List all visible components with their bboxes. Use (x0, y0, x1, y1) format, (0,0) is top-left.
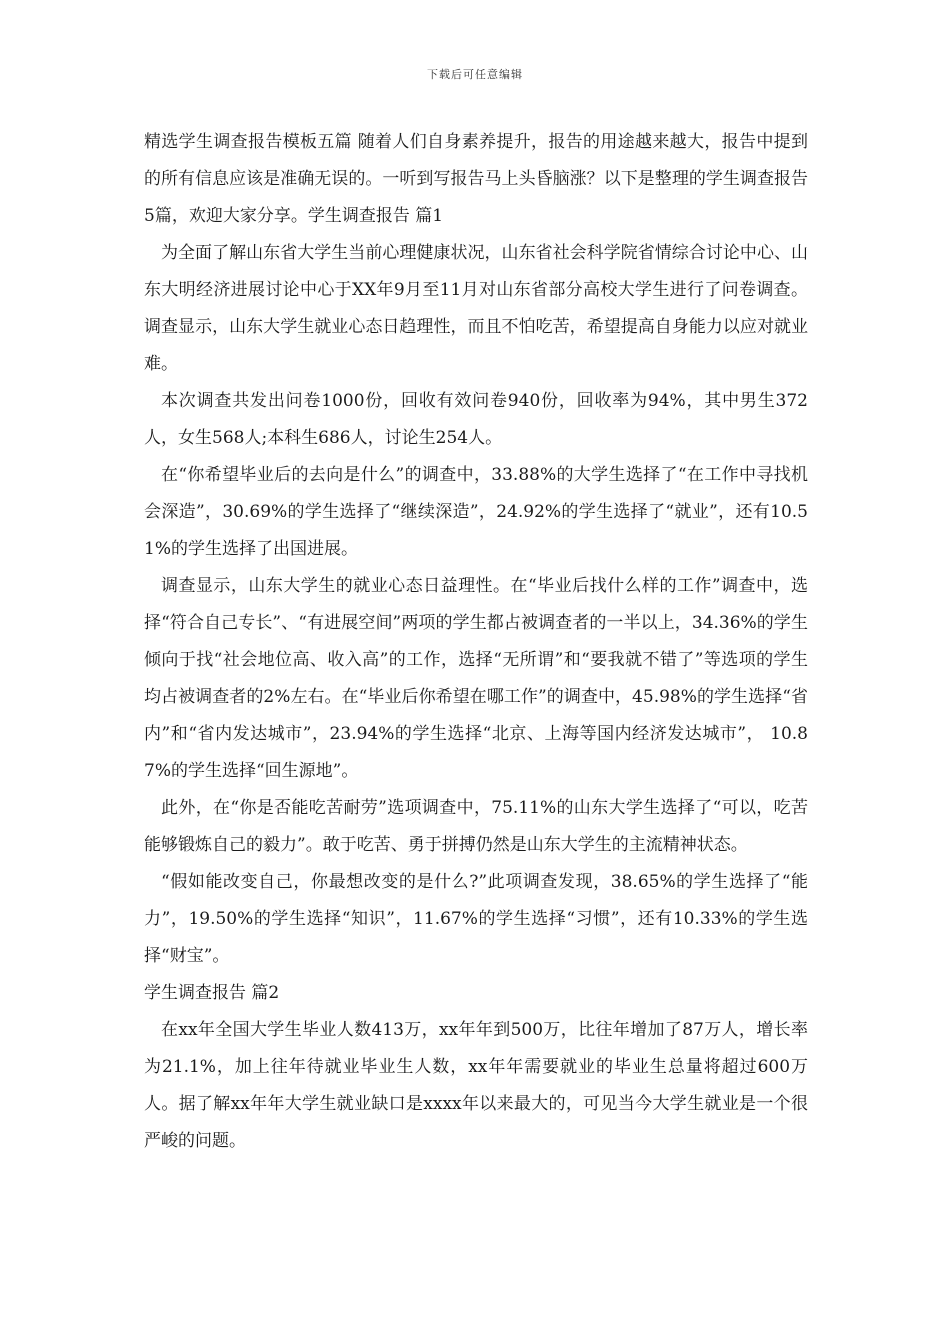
paragraph-2: 本次调查共发出问卷1000份，回收有效问卷940份，回收率为94%，其中男生372人，女生568人;本科生686人，讨论生254人。 (144, 391, 808, 448)
section-2-paragraph: 在xx年全国大学生毕业人数413万，xx年年到500万，比往年增加了87万人，增长率为21.1%，加上往年待就业毕业生人数，xx年年需要就业的毕业生总量将超过600万人。据了解xx年年大学生就业缺口是xxxx年以来最大的，可见当今大学生就业是一个很严峻的问题。 (144, 1020, 808, 1151)
paragraph-4: 调查显示，山东大学生的就业心态日益理性。在“毕业后找什么样的工作”调查中，选择“符合自己专长”、“有进展空间”两项的学生都占被调查者的一半以上，34.36%的学生倾向于找“社会地位高、收入高”的工作，选择“无所谓”和“要我就不错了”等选项的学生均占被调查者的2%左右。在“毕业后你希望在哪工作”的调查中，45.98%的学生选择“省内”和“省内发达城市”，23.94%的学生选择“北京、上海等国内经济发达城市”， 10.87%的学生选择“回生源地”。 (144, 576, 808, 781)
paragraph-3: 在“你希望毕业后的去向是什么”的调查中，33.88%的大学生选择了“在工作中寻找机会深造”，30.69%的学生选择了“继续深造”，24.92%的学生选择了“就业”，还有10.51%的学生选择了出国进展。 (144, 465, 808, 559)
intro-paragraph: 精选学生调查报告模板五篇 随着人们自身素养提升，报告的用途越来越大，报告中提到的所有信息应该是准确无误的。一听到写报告马上头昏脑涨？以下是整理的学生调查报告5篇，欢迎大家分享。学生调查报告 篇1 (144, 132, 808, 226)
document-body (144, 124, 808, 1160)
page-header: 下载后可任意编辑 (427, 68, 523, 81)
paragraph-5: 此外，在“你是否能吃苦耐劳”选项调查中，75.11%的山东大学生选择了“可以，吃苦能够锻炼自己的毅力”。敢于吃苦、勇于拼搏仍然是山东大学生的主流精神状态。 (144, 798, 808, 855)
section-2-title: 学生调查报告 篇2 (144, 983, 280, 1003)
paragraph-6: “假如能改变自己，你最想改变的是什么?”此项调查发现，38.65%的学生选择了“能力”，19.50%的学生选择“知识”，11.67%的学生选择“习惯”，还有10.33%的学生选择“财宝”。 (144, 872, 808, 966)
paragraph-1: 为全面了解山东省大学生当前心理健康状况，山东省社会科学院省情综合讨论中心、山东大明经济进展讨论中心于XX年9月至11月对山东省部分高校大学生进行了问卷调查。调查显示，山东大学生就业心态日趋理性，而且不怕吃苦，希望提高自身能力以应对就业难。 (144, 243, 808, 374)
